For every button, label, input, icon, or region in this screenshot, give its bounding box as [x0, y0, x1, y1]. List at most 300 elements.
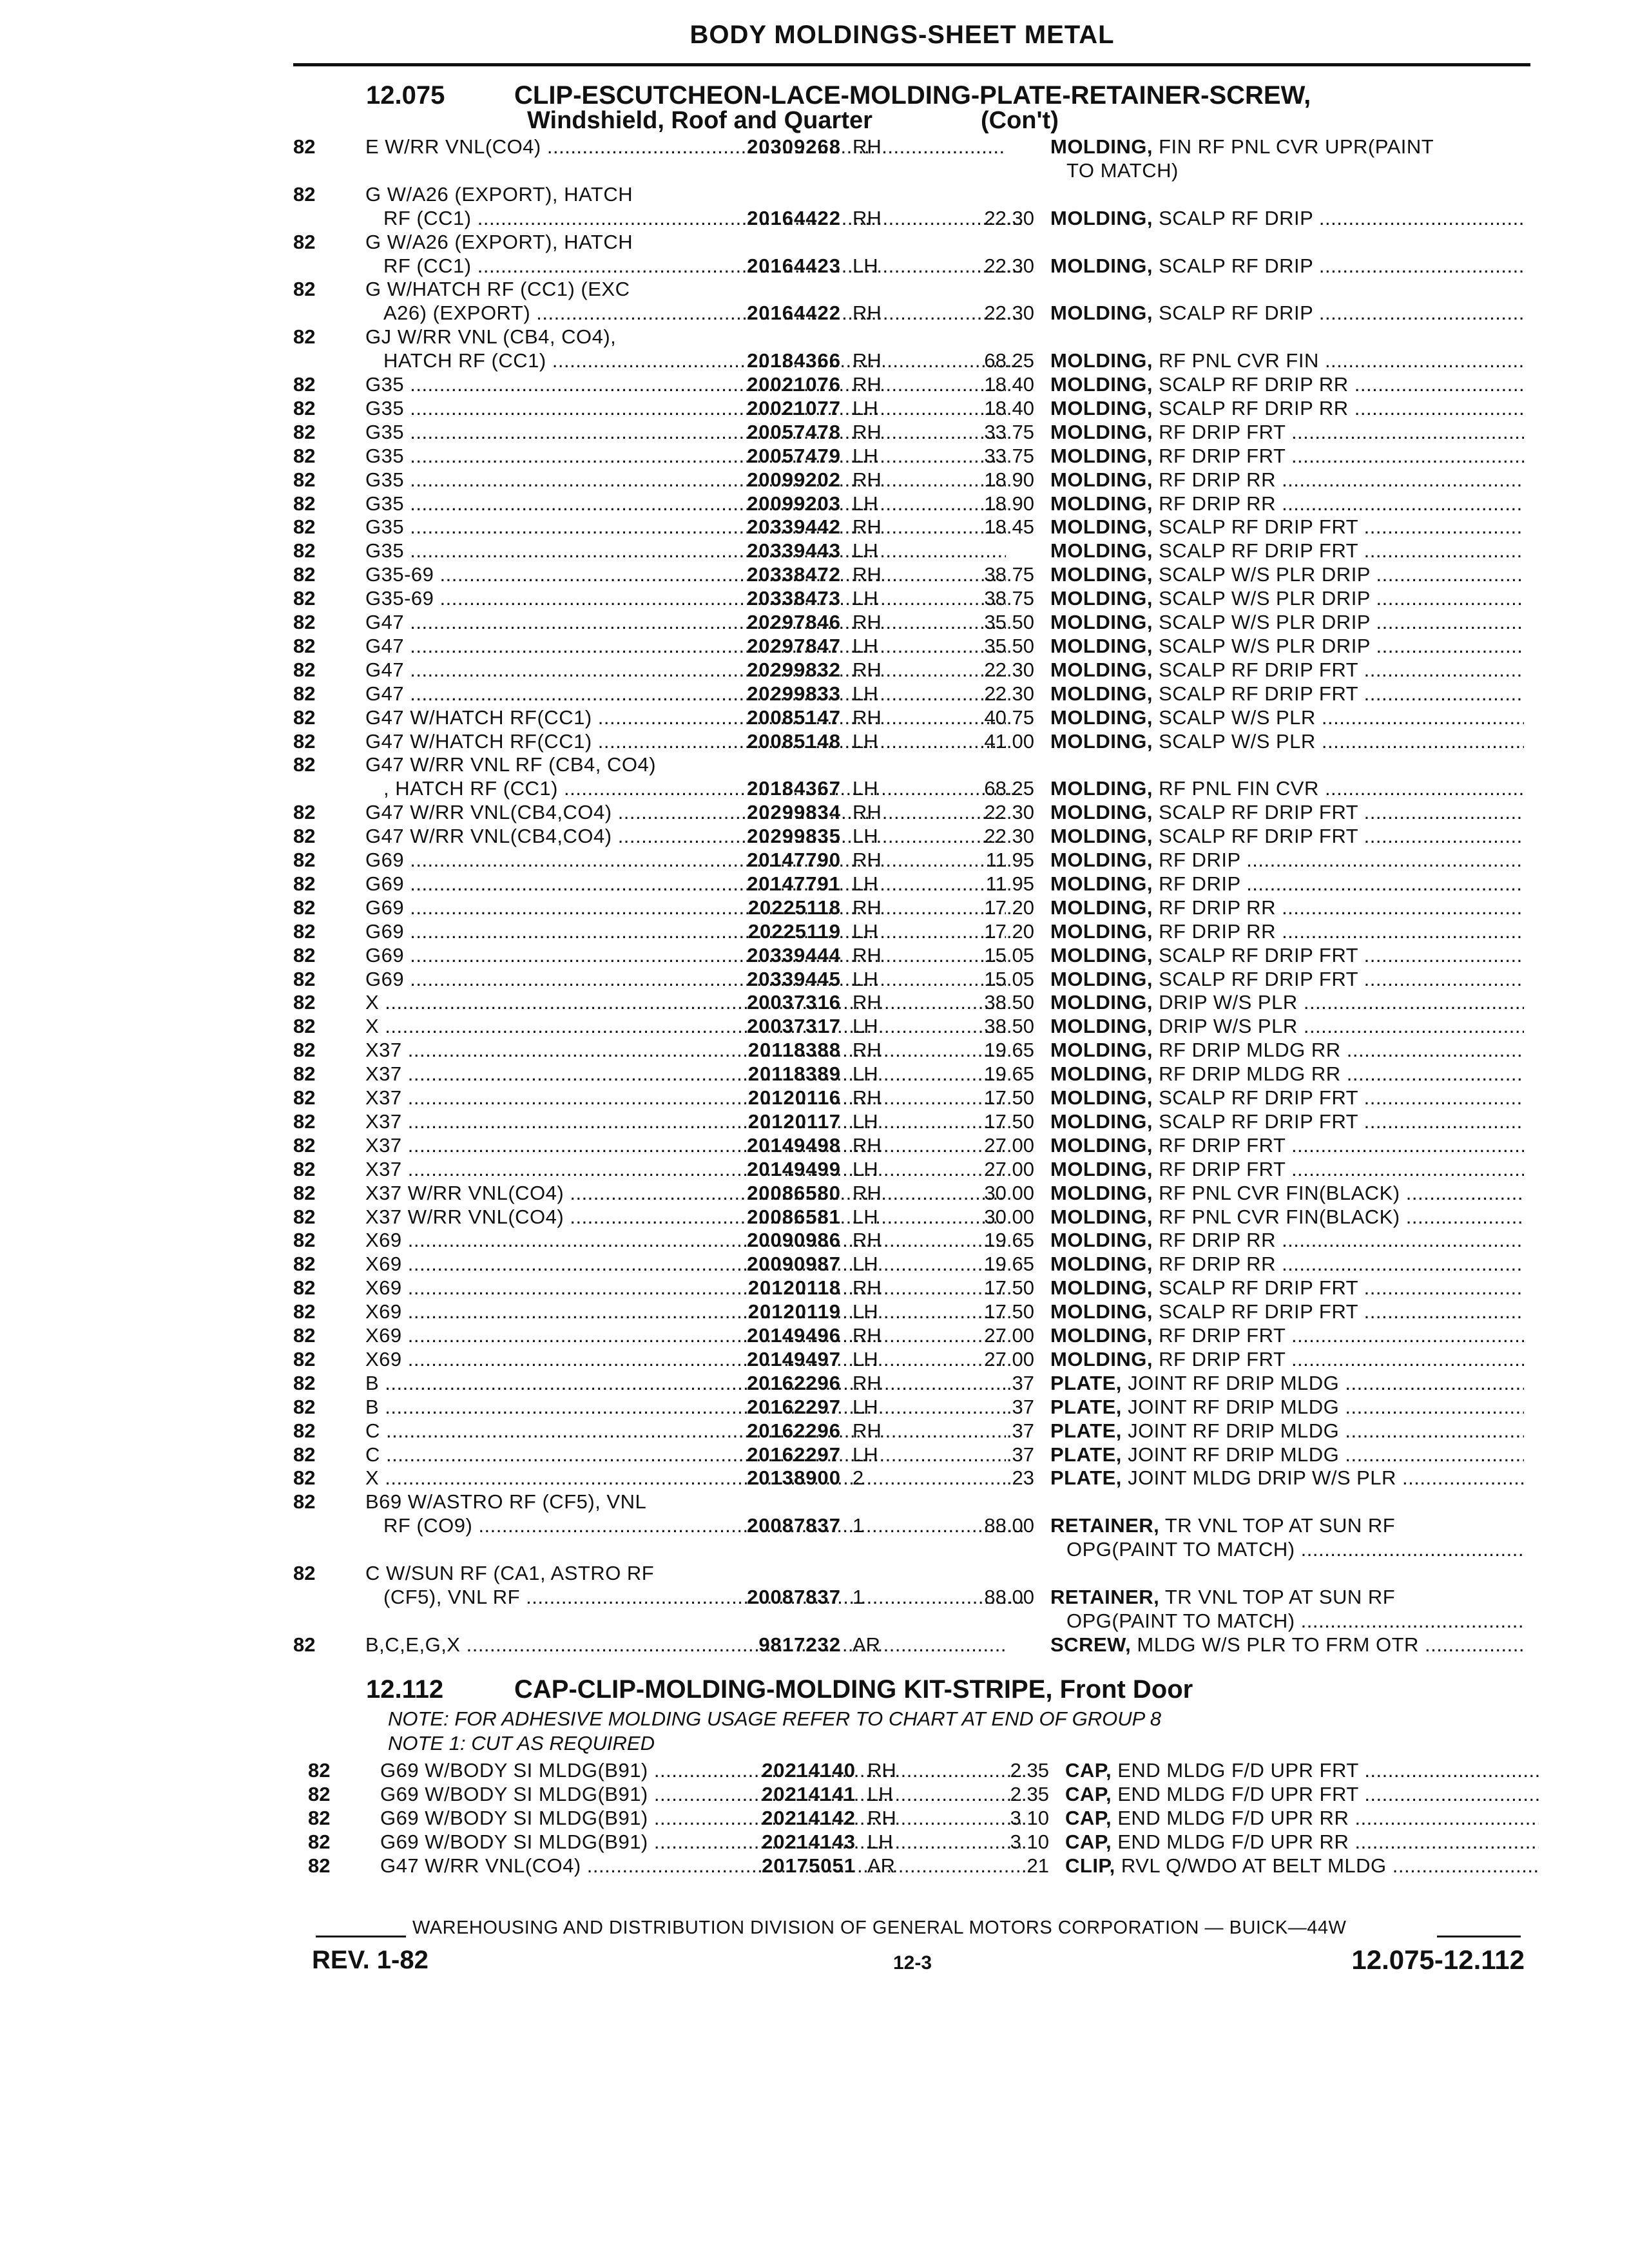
application-description: X ..... [365, 991, 1006, 1014]
part-number: 20090986 [747, 1229, 841, 1252]
part-name-detail: SCALP RF DRIP FRT [1159, 515, 1358, 539]
part-name [1050, 421, 1524, 444]
model-year: 82 [308, 1759, 331, 1782]
part-line [293, 1348, 1530, 1371]
part-name-detail: TR VNL TOP AT SUN RF [1164, 1514, 1396, 1537]
part-line [293, 1229, 1530, 1252]
part-name-detail: JOINT RF DRIP MLDG [1128, 1395, 1340, 1418]
part-name-noun: MOLDING, [1050, 872, 1153, 895]
quantity: RH [853, 468, 882, 491]
part-name-noun: MOLDING, [1050, 468, 1153, 491]
application-description: G W/A26 (EXPORT), HATCH [365, 182, 633, 206]
price: 18.90 [984, 468, 1034, 491]
part-name-detail: SCALP W/S PLR [1159, 729, 1316, 753]
part-number: 20339445 [747, 967, 841, 990]
part-number: 20118388 [747, 1039, 841, 1062]
application-description: G47 W/RR VNL(CB4,CO4) ..... [365, 801, 1006, 824]
part-name-detail: DRIP W/S PLR [1159, 991, 1298, 1014]
part-number: 20086581 [747, 1205, 841, 1228]
quantity: RH [853, 849, 882, 871]
part-line [293, 135, 1530, 159]
model-year: 82 [293, 135, 316, 158]
model-year: 82 [293, 1371, 316, 1394]
part-name-noun: MOLDING, [1050, 1324, 1153, 1347]
part-number: 20339442 [747, 515, 841, 539]
part-name-detail: RF DRIP RR [1159, 468, 1276, 491]
model-year: 82 [293, 396, 316, 419]
part-name-noun: MOLDING, [1050, 896, 1153, 919]
part-number: 20086580 [747, 1181, 841, 1204]
part-name [1050, 1276, 1524, 1300]
model-year: 82 [293, 849, 316, 871]
part-name-noun: CLIP, [1065, 1854, 1115, 1877]
page-number: 12-3 [893, 1952, 932, 1974]
price: 30.00 [984, 1181, 1034, 1204]
part-line [293, 563, 1530, 586]
application-description: G47 W/RR VNL RF (CB4, CO4) [365, 753, 657, 776]
price: 35.50 [984, 634, 1034, 657]
part-name [1050, 1586, 1524, 1609]
part-line [293, 1134, 1530, 1157]
price: 38.75 [984, 563, 1034, 586]
part-name [1050, 1229, 1524, 1252]
model-year: 82 [293, 1229, 316, 1252]
part-name [1065, 1783, 1539, 1806]
part-name-detail: SCALP W/S PLR DRIP [1159, 634, 1371, 657]
model-year: 82 [293, 515, 316, 539]
application-description: B ..... [365, 1372, 1006, 1395]
part-number: 20164422 [747, 206, 841, 229]
application-description: G W/A26 (EXPORT), HATCH [365, 230, 633, 253]
part-name [1050, 302, 1524, 325]
part-line [293, 801, 1530, 824]
quantity: LH [853, 1015, 878, 1038]
quantity: RH [853, 1086, 882, 1109]
part-line [293, 445, 1530, 468]
model-year: 82 [293, 1490, 316, 1514]
part-name [1050, 207, 1524, 230]
part-line [293, 1372, 1530, 1395]
price: 2.35 [1010, 1782, 1049, 1805]
part-name [1066, 1610, 1524, 1633]
model-year: 82 [293, 230, 316, 253]
part-name-noun: MOLDING, [1050, 825, 1153, 848]
price: .21 [1021, 1854, 1049, 1877]
part-number: 20299834 [747, 801, 841, 824]
part-name-detail: SCALP RF DRIP RR [1159, 396, 1349, 419]
part-name-noun: MOLDING, [1050, 658, 1153, 681]
part-line [293, 515, 1530, 539]
part-number: 20164422 [747, 302, 841, 325]
quantity: LH [853, 634, 878, 657]
part-line [293, 183, 1530, 206]
application-description: G47 ..... [365, 635, 1006, 658]
application-description: X69 ..... [365, 1253, 1006, 1276]
part-number: 20225119 [747, 919, 841, 943]
price: 27.00 [984, 1133, 1034, 1157]
part-name [1050, 1419, 1524, 1443]
application-description: HATCH RF (CC1) ..... [383, 349, 1024, 372]
part-name-detail: END MLDG F/D UPR RR [1117, 1830, 1349, 1853]
quantity: LH [853, 396, 878, 419]
quantity: LH [853, 967, 878, 990]
price: 22.30 [984, 801, 1034, 824]
quantity: LH [853, 1205, 878, 1228]
part-name-detail: RF DRIP RR [1159, 492, 1276, 515]
model-year: 82 [308, 1782, 331, 1805]
part-name-noun: MOLDING, [1050, 1133, 1153, 1157]
part-name-detail: OPG(PAINT TO MATCH) [1066, 1609, 1295, 1632]
part-name [1050, 373, 1524, 396]
model-year: 82 [293, 1253, 316, 1276]
part-name [1050, 1253, 1524, 1276]
part-name-noun: MOLDING, [1050, 967, 1153, 990]
application-description: G35 ..... [365, 515, 1006, 539]
application-description: G69 ..... [365, 944, 1006, 967]
application-description: G35 ..... [365, 539, 1006, 562]
application-description: X ..... [365, 1015, 1006, 1038]
quantity: LH [853, 444, 878, 467]
model-year: 82 [293, 182, 316, 206]
part-name-detail: RF DRIP FRT [1159, 1133, 1286, 1157]
part-name [1050, 539, 1524, 562]
section-number: 12.112 [366, 1675, 444, 1704]
part-name [1050, 1182, 1524, 1205]
model-year: 82 [293, 1419, 316, 1442]
part-name [1050, 991, 1524, 1014]
model-year: 82 [293, 825, 316, 848]
part-name-noun: MOLDING, [1050, 1015, 1153, 1038]
part-name-noun: PLATE, [1050, 1395, 1122, 1418]
part-name-noun: MOLDING, [1050, 611, 1153, 633]
quantity: LH [853, 1347, 878, 1370]
part-name-detail: RF DRIP FRT [1159, 1347, 1286, 1370]
part-line [293, 397, 1530, 420]
part-name-noun: MOLDING, [1050, 1039, 1153, 1062]
part-name-detail: SCALP RF DRIP FRT [1159, 1110, 1358, 1133]
part-line [293, 682, 1530, 706]
quantity: LH [853, 919, 878, 943]
part-number: 20162297 [747, 1443, 841, 1466]
quantity: RH [853, 1324, 882, 1347]
section-range: 12.075-12.112 [1351, 1945, 1525, 1975]
part-line [293, 1039, 1530, 1062]
part-number: 20338473 [747, 587, 841, 610]
part-name [1050, 1396, 1524, 1419]
part-name-noun: MOLDING, [1050, 515, 1153, 539]
application-description: X37 ..... [365, 1039, 1006, 1062]
part-name-detail: MLDG W/S PLR TO FRM OTR [1137, 1633, 1419, 1656]
part-line [293, 1562, 1530, 1585]
part-name-noun: MOLDING, [1050, 492, 1153, 515]
part-name [1050, 397, 1524, 420]
part-number: 20090987 [747, 1253, 841, 1276]
part-name-detail: SCALP RF DRIP [1159, 302, 1313, 325]
model-year: 82 [293, 373, 316, 396]
model-year: 82 [293, 1062, 316, 1086]
quantity: RH [853, 349, 882, 372]
part-name-detail: SCALP W/S PLR DRIP [1159, 587, 1371, 610]
part-name-noun: MOLDING, [1050, 135, 1153, 158]
model-year: 82 [293, 753, 316, 776]
part-name [1050, 968, 1524, 991]
application-description: G35 ..... [365, 373, 1006, 396]
part-line [308, 1783, 1545, 1806]
price: .37 [1006, 1371, 1034, 1394]
part-number: 20120119 [747, 1300, 841, 1323]
part-name [1050, 706, 1524, 729]
part-line [293, 539, 1530, 562]
part-name-noun: MOLDING, [1050, 991, 1153, 1014]
part-name-noun: MOLDING, [1050, 349, 1153, 372]
application-description: G W/HATCH RF (CC1) (EXC [365, 278, 630, 301]
model-year: 82 [293, 444, 316, 467]
part-line [293, 730, 1530, 753]
quantity: LH [853, 492, 878, 515]
part-name-detail: SCALP RF DRIP FRT [1159, 682, 1358, 705]
section-title-12-075 [366, 81, 1311, 110]
part-line [293, 1324, 1530, 1347]
application-description: G69 ..... [365, 920, 1006, 943]
part-line [293, 753, 1530, 776]
part-name-detail: TO MATCH) [1066, 159, 1179, 182]
part-line [293, 1086, 1530, 1110]
application-description: X69 ..... [365, 1300, 1006, 1323]
part-name-detail: SCALP W/S PLR [1159, 706, 1316, 729]
model-year: 82 [293, 1015, 316, 1038]
part-name [1065, 1807, 1539, 1830]
part-name-detail: RF DRIP RR [1159, 1229, 1276, 1252]
price: 18.45 [984, 515, 1034, 539]
model-year: 82 [293, 658, 316, 681]
quantity: RH [853, 991, 882, 1014]
part-number: 20162296 [747, 1371, 841, 1394]
part-line [293, 421, 1530, 444]
part-name-noun: MOLDING, [1050, 1300, 1153, 1323]
part-number: 20299833 [747, 682, 841, 705]
section-number: 12.075 [366, 81, 445, 110]
model-year: 82 [293, 1395, 316, 1418]
part-name-noun: MOLDING, [1050, 849, 1153, 871]
part-name-detail: RF DRIP MLDG RR [1159, 1062, 1341, 1086]
part-name-detail: SCALP W/S PLR DRIP [1159, 611, 1371, 633]
part-number: 20338472 [747, 563, 841, 586]
part-name [1050, 825, 1524, 848]
part-line [293, 1514, 1530, 1537]
quantity: LH [853, 1157, 878, 1180]
part-number: 20099202 [747, 468, 841, 491]
part-line [293, 492, 1530, 515]
quantity: RH [853, 206, 882, 229]
quantity: RH [853, 1371, 882, 1394]
part-name [1050, 1443, 1524, 1466]
application-description: G35 ..... [365, 492, 1006, 515]
part-name-noun: MOLDING, [1050, 1181, 1153, 1204]
part-name [1050, 1466, 1524, 1490]
note-adhesive: NOTE: FOR ADHESIVE MOLDING USAGE REFER TO CHART AT END OF GROUP 8 [388, 1707, 1161, 1730]
model-year: 82 [293, 872, 316, 895]
application-description: (CF5), VNL RF ..... [383, 1586, 1024, 1609]
model-year: 82 [308, 1830, 331, 1853]
part-name-detail: SCALP RF DRIP RR [1159, 373, 1349, 396]
part-line [308, 1759, 1545, 1782]
part-name [1050, 611, 1524, 634]
application-description: G47 W/RR VNL(CO4) ..... [380, 1854, 1021, 1878]
application-description: X37 ..... [365, 1062, 1006, 1086]
part-name [1050, 944, 1524, 967]
part-line [293, 944, 1530, 967]
model-year: 82 [293, 420, 316, 443]
quantity: AR [867, 1854, 896, 1877]
part-name [1066, 1538, 1524, 1561]
model-year: 82 [293, 1039, 316, 1062]
part-name-detail: RF DRIP FRT [1159, 444, 1286, 467]
part-name-detail: SCALP RF DRIP FRT [1159, 658, 1358, 681]
part-number: 20120117 [747, 1110, 841, 1133]
application-description: C ..... [365, 1443, 1006, 1466]
part-name [1050, 1039, 1524, 1062]
part-line [293, 872, 1530, 896]
part-name [1050, 492, 1524, 515]
part-name-detail: SCALP RF DRIP FRT [1159, 943, 1358, 966]
price: 22.30 [984, 302, 1034, 325]
part-name [1050, 896, 1524, 919]
part-line [293, 207, 1530, 230]
model-year: 82 [293, 1562, 316, 1584]
model-year: 82 [293, 278, 316, 301]
part-line [293, 1158, 1530, 1181]
model-year: 82 [293, 801, 316, 824]
quantity: RH [853, 515, 882, 539]
part-number: 20085148 [747, 729, 841, 753]
part-number: 20149498 [747, 1133, 841, 1157]
part-line [293, 1300, 1530, 1323]
application-description: X69 ..... [365, 1348, 1006, 1371]
section-continued: (Con't) [981, 107, 1059, 134]
part-name [1050, 1158, 1524, 1181]
part-name-noun: MOLDING, [1050, 1157, 1153, 1180]
part-name [1050, 1015, 1524, 1038]
section-name: CLIP-ESCUTCHEON-LACE-MOLDING-PLATE-RETAINER-SCREW, [514, 81, 1311, 110]
price: 27.00 [984, 1324, 1034, 1347]
quantity: RH [853, 611, 882, 633]
part-line [293, 1206, 1530, 1229]
application-description: X37 ..... [365, 1158, 1006, 1181]
part-name-noun: MOLDING, [1050, 302, 1153, 325]
part-name-noun: MOLDING, [1050, 943, 1153, 966]
price: 18.40 [984, 396, 1034, 419]
part-name-detail: RF PNL FIN CVR [1159, 777, 1319, 800]
application-description: G35-69 ..... [365, 587, 1006, 610]
part-number: 20297846 [747, 611, 841, 633]
part-name-detail: RF DRIP RR [1159, 896, 1276, 919]
part-number: 20037317 [747, 1015, 841, 1038]
part-name-detail: RF PNL CVR FIN [1159, 349, 1319, 372]
model-year: 82 [293, 1181, 316, 1204]
part-name [1066, 159, 1524, 182]
part-line [293, 920, 1530, 943]
quantity: RH [853, 943, 882, 966]
part-name [1050, 635, 1524, 658]
application-description: RF (CC1) ..... [383, 255, 1024, 278]
application-description: G47 W/HATCH RF(CC1) ..... [365, 706, 1006, 729]
application-description: B,C,E,G,X ..... [365, 1633, 1006, 1657]
part-name [1050, 1324, 1524, 1347]
part-name-noun: MOLDING, [1050, 919, 1153, 943]
application-description: , HATCH RF (CC1) ..... [383, 777, 1024, 800]
part-line [293, 373, 1530, 396]
part-number: 20214142 [762, 1806, 856, 1829]
price: 17.50 [984, 1110, 1034, 1133]
part-line [293, 635, 1530, 658]
model-year: 82 [293, 682, 316, 705]
part-name [1050, 777, 1524, 800]
part-name-noun: SCREW, [1050, 1633, 1132, 1656]
model-year: 82 [293, 1324, 316, 1347]
application-description: C ..... [365, 1419, 1006, 1443]
application-description: RF (CO9) ..... [383, 1514, 1024, 1537]
part-number: 20138900 [747, 1466, 841, 1490]
part-name [1050, 1134, 1524, 1157]
application-description: G35 ..... [365, 397, 1006, 420]
part-number: 20120116 [747, 1086, 841, 1109]
part-number: 20057478 [747, 420, 841, 443]
application-description: G47 ..... [365, 658, 1006, 682]
part-name-noun: CAP, [1065, 1806, 1112, 1829]
quantity: LH [853, 682, 878, 705]
model-year: 82 [293, 1133, 316, 1157]
part-number: 20225118 [747, 896, 841, 919]
part-name-noun: MOLDING, [1050, 634, 1153, 657]
part-name-noun: MOLDING, [1050, 420, 1153, 443]
part-name-noun: MOLDING, [1050, 563, 1153, 586]
quantity: LH [853, 872, 878, 895]
price: 22.30 [984, 825, 1034, 848]
price: 68.25 [984, 777, 1034, 800]
part-name-detail: RF DRIP MLDG RR [1159, 1039, 1341, 1062]
part-line [293, 255, 1530, 278]
part-name-detail: JOINT RF DRIP MLDG [1128, 1371, 1340, 1394]
part-name-noun: PLATE, [1050, 1371, 1122, 1394]
price: 22.30 [984, 254, 1034, 277]
part-number: 20164423 [747, 254, 841, 277]
part-name [1050, 1348, 1524, 1371]
part-name-detail: RF DRIP RR [1159, 1253, 1276, 1276]
model-year: 82 [293, 539, 316, 562]
part-name-detail: OPG(PAINT TO MATCH) [1066, 1538, 1295, 1561]
part-number: 20297847 [747, 634, 841, 657]
part-name [1050, 445, 1524, 468]
part-name [1050, 1300, 1524, 1323]
section-subtitle: Windshield, Roof and Quarter [527, 107, 872, 134]
part-line [293, 1443, 1530, 1466]
price: 19.65 [984, 1253, 1034, 1276]
part-name [1050, 255, 1524, 278]
application-description: A26) (EXPORT) ..... [383, 302, 1024, 325]
application-description: G69 ..... [365, 896, 1006, 919]
page-header: BODY MOLDINGS-SHEET METAL [689, 21, 1115, 49]
part-line [293, 777, 1530, 800]
model-year: 82 [293, 991, 316, 1014]
price: 2.35 [1010, 1759, 1049, 1782]
part-name [1050, 1086, 1524, 1110]
part-name [1050, 1062, 1524, 1086]
model-year: 82 [293, 1110, 316, 1133]
part-line [293, 611, 1530, 634]
quantity: LH [853, 1253, 878, 1276]
part-line [293, 991, 1530, 1014]
part-line [293, 1182, 1530, 1205]
